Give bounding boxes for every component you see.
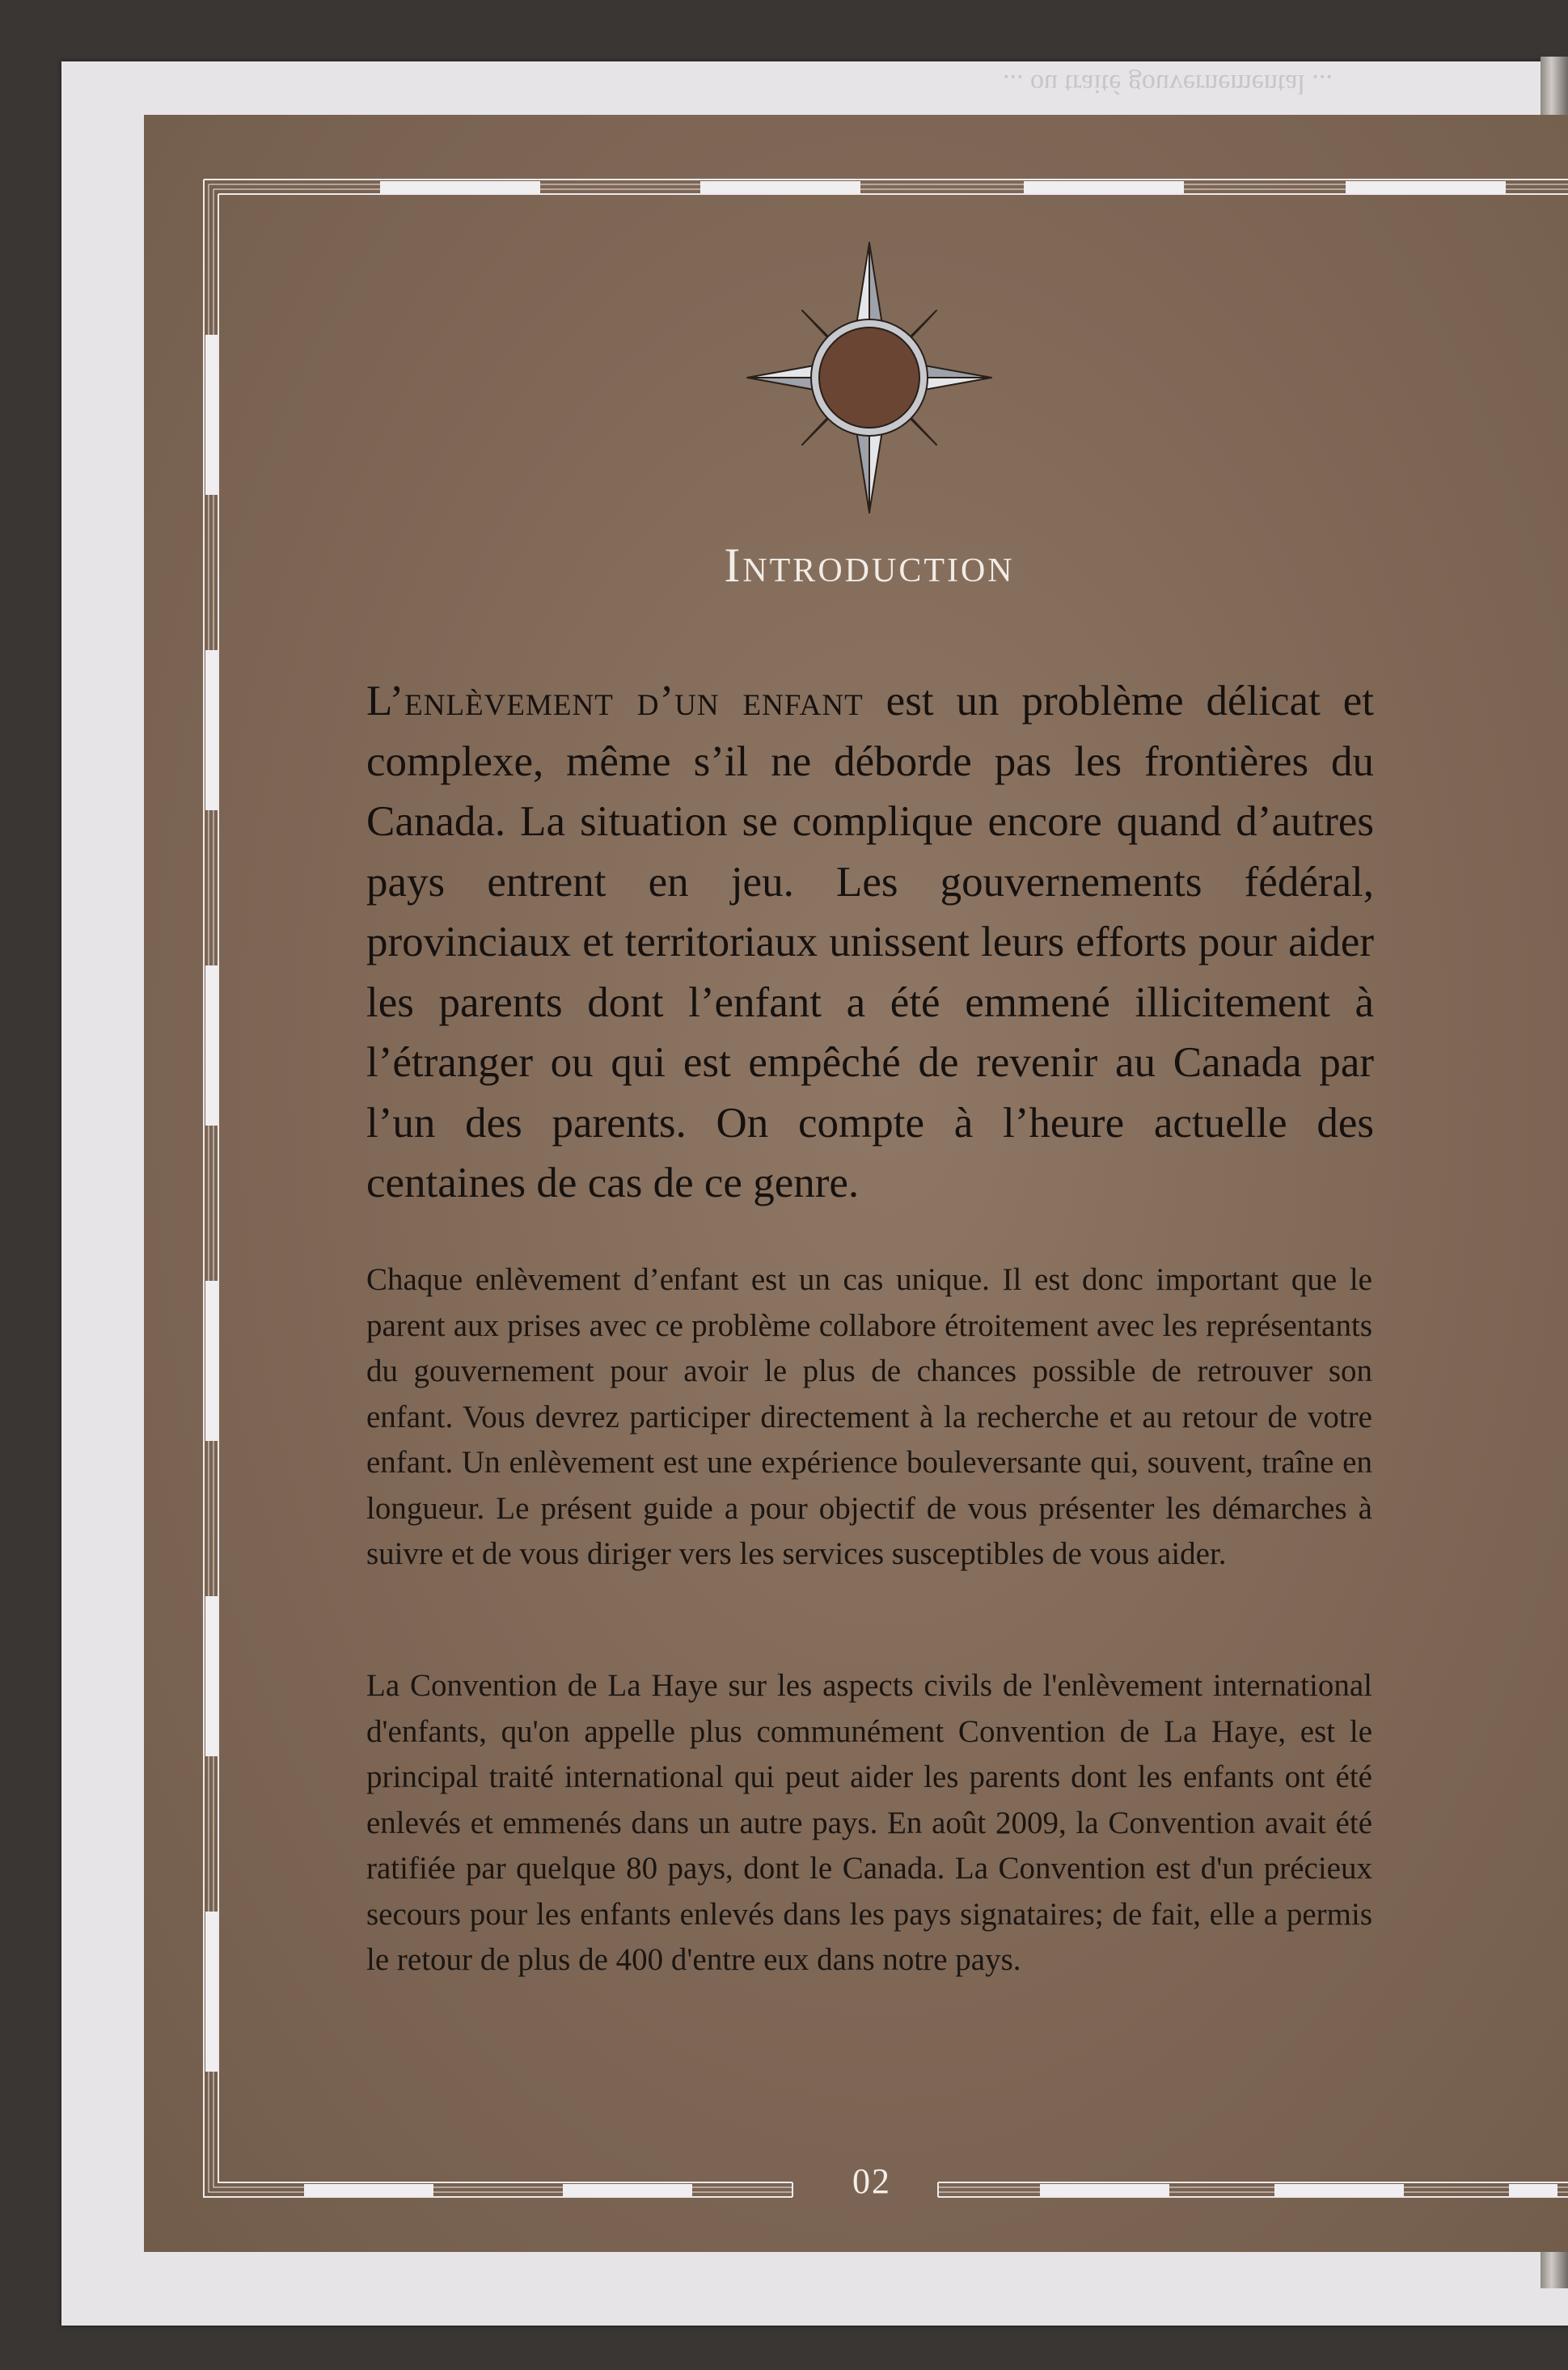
- lead-small-caps: L’enlèvement d’un enfant: [366, 678, 864, 725]
- page-title: Introduction: [724, 539, 1015, 592]
- page-number: 02: [852, 2161, 891, 2201]
- lead-text: est un problème délicat et complexe, même s’il ne déborde pas les frontières du Canada. La situation se complique encore quand d’autres pays entrent en jeu. Les gouvernements fédéral, provinciaux et territoriaux unissent leurs efforts pour aider les parents dont l’enfant a été emmené illicitement à l’étranger ou qui est empêché de revenir au Canada par l’un des parents. On compte à l’heure actuelle des centaines de cas de ce genre.: [366, 678, 1374, 1206]
- compass-rose-icon: [746, 241, 993, 514]
- lead-paragraph: [366, 671, 1374, 1214]
- body-paragraph: Chaque enlèvement d’enfant est un cas unique. Il est donc important que le parent aux prises avec ce problème collabore étroitement avec les représentants du gouvernement pour avoir le plus de chances possible de retrouver son enfant. Vous devrez participer directement à la recherche et au retour de votre enfant. Un enlèvement est une expérience bouleversante qui, souvent, traîne en longueur. Le présent guide a pour objectif de vous présenter les démarches à suivre et de vous diriger vers les services susceptibles de vous aider.: [366, 1262, 1372, 1571]
- body-paragraph: La Convention de La Haye sur les aspects civils de l'enlèvement international d'enfants, qu'on appelle plus communément Convention de La Haye, est le principal traité international qui peut aider les parents dont les enfants ont été enlevés et emmenés dans un autre pays. En août 2009, la Convention avait été ratifiée par quelque 80 pays, dont le Canada. La Convention est d'un précieux secours pour les enfants enlevés dans les pays signataires; de fait, elle a permis le retour de plus de 400 d'entre eux dans notre pays.: [366, 1668, 1372, 1977]
- bleed-through-text: ... ou traité gouvernemental ...: [1003, 69, 1333, 99]
